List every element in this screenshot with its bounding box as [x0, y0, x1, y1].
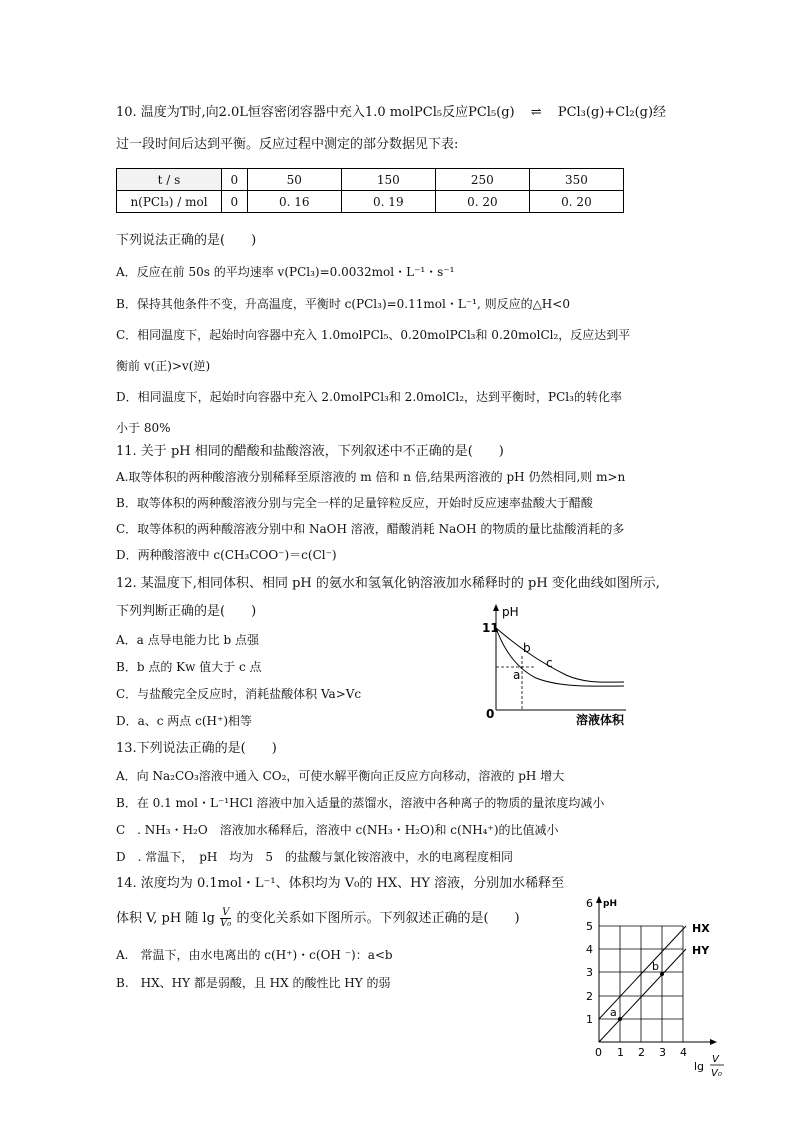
point-a-marker — [618, 1017, 622, 1021]
q13-stem: 13.下列说法正确的是( ) — [116, 741, 277, 756]
table-row — [117, 191, 624, 213]
point-c-label: c — [546, 656, 553, 670]
q14-stem-line1: 14. 浓度均为 0.1mol・L⁻¹、体积均为 V₀的 HX、HY 溶液，分别加水稀释至 — [116, 876, 565, 891]
q12-stem-line2: 下列判断正确的是( ) — [116, 604, 257, 619]
q10-option-d-line1: D．相同温度下，起始时向容器中充入 2.0molPCl₃和 2.0molCl₂，达到平衡时，PCl₃的转化率 — [116, 390, 622, 404]
table-cell: 50 — [247, 169, 341, 191]
table-cell: 250 — [435, 169, 529, 191]
q10-data-table — [116, 168, 624, 213]
point-b-label: b — [523, 641, 531, 655]
q10-option-c-line1: C．相同温度下，起始时向容器中充入 1.0molPCl₅、0.20molPCl₃和 0.20molCl₂，反应达到平 — [116, 328, 631, 342]
q14-option-a: A. 常温下，由水电离出的 c(H⁺)・c(OH ⁻)：a<b — [116, 948, 393, 962]
table-cell: 0. 19 — [341, 191, 435, 213]
q12-option-c: C．与盐酸完全反应时，消耗盐酸体积 Va>Vc — [116, 687, 362, 701]
x-axis-label-num: V — [712, 1054, 719, 1065]
q10-stem-right: PCl₃(g)+Cl₂(g)经 — [557, 105, 667, 120]
x-tick-label: 2 — [638, 1046, 645, 1059]
q10-option-a: A．反应在前 50s 的平均速率 v(PCl₃)=0.0032mol・L⁻¹・s⁻¹ — [116, 265, 455, 279]
fraction-v-over-v0 — [220, 908, 231, 929]
fraction-numerator: V — [222, 907, 230, 918]
q12-option-d: D．a、c 两点 c(H⁺)相等 — [116, 714, 253, 728]
q10-stem-line1 — [116, 104, 666, 122]
q14-option-b: B. HX、HY 都是弱酸，且 HX 的酸性比 HY 的弱 — [116, 976, 391, 990]
x-tick-label: 3 — [659, 1046, 666, 1059]
q13-option-a: A．向 Na₂CO₃溶液中通入 CO₂，可使水解平衡向正反应方向移动，溶液的 pH 增大 — [116, 769, 565, 783]
table-cell: 0 — [222, 169, 248, 191]
q11-option-a: A.取等体积的两种酸溶液分别稀释至原溶液的 m 倍和 n 倍,结果两溶液的 pH 仍然相同,则 m>n — [116, 470, 626, 484]
y-axis-arrow-icon — [596, 896, 602, 903]
equilibrium-arrow-icon: ⇌ — [530, 105, 542, 120]
q12-dilution-graph — [476, 600, 636, 728]
table-cell: 0. 16 — [247, 191, 341, 213]
x-tick-label: 1 — [617, 1046, 624, 1059]
y-tick-label: 2 — [586, 990, 593, 1003]
point-a-label: a — [610, 1006, 617, 1019]
q14-stem-post: 的变化关系如下图所示。下列叙述正确的是( ) — [236, 911, 520, 926]
table-cell: 350 — [529, 169, 623, 191]
x-axis-arrow-icon — [710, 1039, 717, 1045]
y-tick-label: 3 — [586, 966, 593, 979]
y-axis-label: pH — [603, 899, 617, 909]
q10-prompt: 下列说法正确的是( ) — [116, 233, 257, 248]
origin-label: 0 — [486, 707, 495, 721]
y-tick-label: 4 — [586, 943, 593, 956]
q10-option-b: B．保持其他条件不变，升高温度，平衡时 c(PCl₃)=0.11mol・L⁻¹, 则反应的△H<0 — [116, 297, 570, 311]
q12-option-b: B．b 点的 Kw 值大于 c 点 — [116, 660, 262, 674]
table-row — [117, 169, 624, 191]
legend-hy: HY — [692, 944, 710, 957]
series-line-hy — [599, 949, 686, 1042]
q13-option-d: D . 常温下， pH 均为 5 的盐酸与氯化铵溶液中，水的电离程度相同 — [116, 850, 514, 864]
y-tick-label: 6 — [586, 897, 593, 910]
table-header-time: t / s — [117, 169, 222, 191]
table-cell: 0. 20 — [529, 191, 623, 213]
point-b-label: b — [652, 960, 659, 973]
q10-option-d-line2: 小于 80% — [116, 421, 171, 435]
table-cell: 0. 20 — [435, 191, 529, 213]
fraction-denominator: V₀ — [220, 918, 232, 929]
q10-stem-left: 10. 温度为T时,向2.0L恒容密闭容器中充入1.0 molPCl₅反应PCl₅(g) — [116, 105, 515, 120]
q14-stem-pre: 体积 V, pH 随 lg — [116, 911, 215, 926]
y-axis-arrow-icon — [493, 604, 499, 611]
y-tick-label: 5 — [586, 920, 593, 933]
q11-option-c: C．取等体积的两种酸溶液分别中和 NaOH 溶液，醋酸消耗 NaOH 的物质的量比盐酸消耗的多 — [116, 522, 625, 536]
x-axis-label-den: V₀ — [711, 1068, 722, 1079]
table-cell: 0 — [222, 191, 248, 213]
q13-option-b: B．在 0.1 mol・L⁻¹HCl 溶液中加入适量的蒸馏水，溶液中各种离子的物质的量浓度均减小 — [116, 796, 605, 810]
q11-option-b: B．取等体积的两种酸溶液分别与完全一样的足量锌粒反应，开始时反应速率盐酸大于醋酸 — [116, 496, 593, 510]
q14-ph-graph — [578, 892, 728, 1087]
q14-stem-line2 — [116, 908, 520, 929]
q12-option-a: A．a 点导电能力比 b 点强 — [116, 633, 259, 647]
point-b-marker — [660, 972, 664, 976]
q13-option-c: C . NH₃・H₂O 溶液加水稀释后，溶液中 c(NH₃・H₂O)和 c(NH₄⁺)的比值减小 — [116, 823, 559, 837]
y-axis-label: pH — [502, 605, 519, 619]
point-a-label: a — [513, 668, 521, 682]
table-header-amount: n(PCl₃) / mol — [117, 191, 222, 213]
q10-option-c-line2: 衡前 v(正)>v(逆) — [116, 359, 211, 373]
q11-option-d: D．两种酸溶液中 c(CH₃COO⁻)＝c(Cl⁻) — [116, 548, 337, 562]
x-axis-label: 溶液体积 — [576, 713, 625, 727]
table-cell: 150 — [341, 169, 435, 191]
legend-hx: HX — [692, 922, 710, 935]
y-value-label: 11 — [482, 621, 499, 635]
q10-stem-line2: 过一段时间后达到平衡。反应过程中测定的部分数据见下表: — [116, 137, 459, 152]
q12-stem-line1: 12. 某温度下,相同体积、相同 pH 的氨水和氢氧化钠溶液加水稀释时的 pH 变化曲线如图所示, — [116, 576, 660, 591]
x-tick-label: 0 — [595, 1046, 602, 1059]
q11-stem: 11. 关于 pH 相同的醋酸和盐酸溶液，下列叙述中不正确的是( ) — [116, 444, 504, 459]
x-tick-label: 4 — [680, 1046, 687, 1059]
y-tick-label: 1 — [586, 1013, 593, 1026]
x-axis-label-lg: lg — [694, 1060, 705, 1073]
